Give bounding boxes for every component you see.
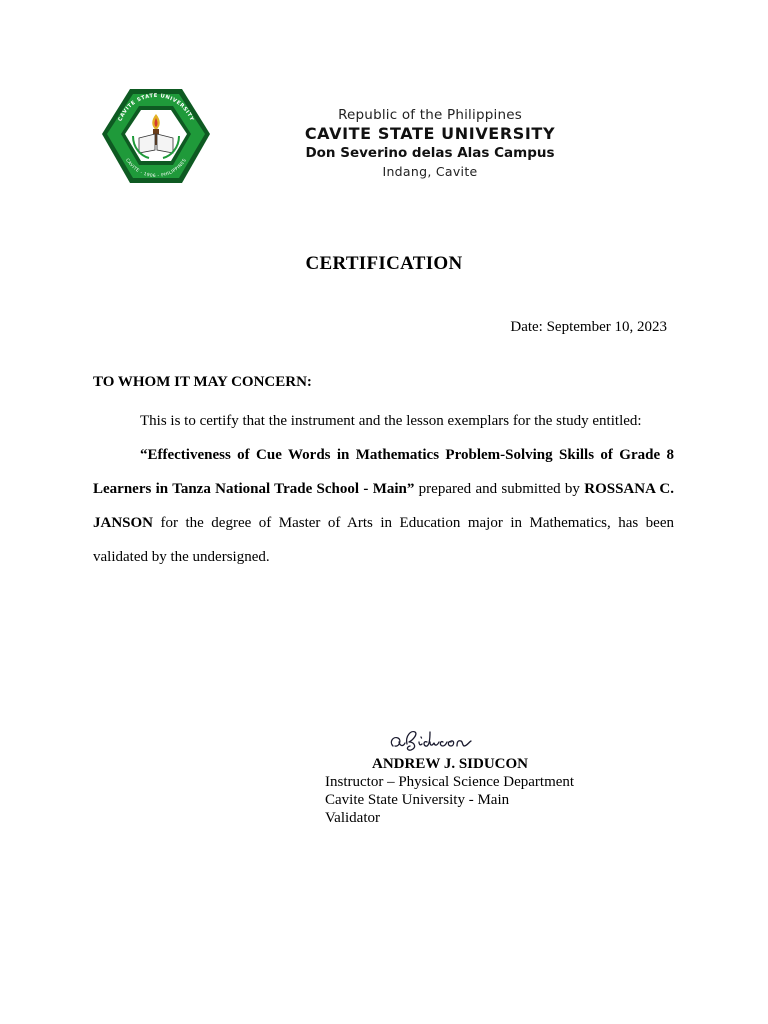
document-date: Date: September 10, 2023	[510, 319, 667, 335]
campus-location: Indang, Cavite	[382, 164, 478, 179]
study-title: “Effectiveness of Cue Words in Mathematics Problem-Solving Skills of Grade 8 Learners in Tanza National Trade School - Main”	[93, 447, 674, 497]
closing-text: for the degree of Master of Arts in Education major in Mathematics, has been validated by the undersigned.	[93, 515, 674, 565]
seal-ring-top-text: CAVITE STATE UNIVERSITY	[117, 92, 195, 123]
university-name: CAVITE STATE UNIVERSITY	[304, 124, 556, 143]
handwritten-signature	[385, 720, 495, 756]
author-name: ROSSANA C. JANSON	[93, 481, 674, 531]
letterhead	[270, 106, 590, 180]
salutation: TO WHOM IT MAY CONCERN:	[93, 374, 312, 390]
signatory-name: ANDREW J. SIDUCON	[372, 756, 528, 772]
svg-text:CAVITE STATE UNIVERSITY	[117, 93, 194, 122]
republic-line: Republic of the Philippines	[338, 107, 522, 123]
signatory-position: Instructor – Physical Science Department	[325, 774, 575, 790]
seal-ring-bottom-text: CAVITE - 1906 - PHILIPPINES	[124, 158, 188, 180]
intro-paragraph: This is to certify that the instrument and the lesson exemplars for the study entitled:	[140, 413, 642, 429]
document-title: CERTIFICATION	[305, 253, 463, 274]
signatory-block	[325, 755, 574, 827]
certification-body	[93, 404, 674, 574]
after-title-text: prepared and submitted by	[414, 481, 585, 497]
svg-text:CAVITE - 1906 - PHILIPPINES	[124, 157, 188, 179]
signatory-role: Validator	[325, 810, 380, 826]
campus-name: Don Severino delas Alas Campus	[305, 145, 555, 161]
seal-ring-lettering	[99, 86, 213, 186]
signatory-institution: Cavite State University - Main	[325, 792, 510, 808]
main-paragraph	[93, 438, 674, 574]
